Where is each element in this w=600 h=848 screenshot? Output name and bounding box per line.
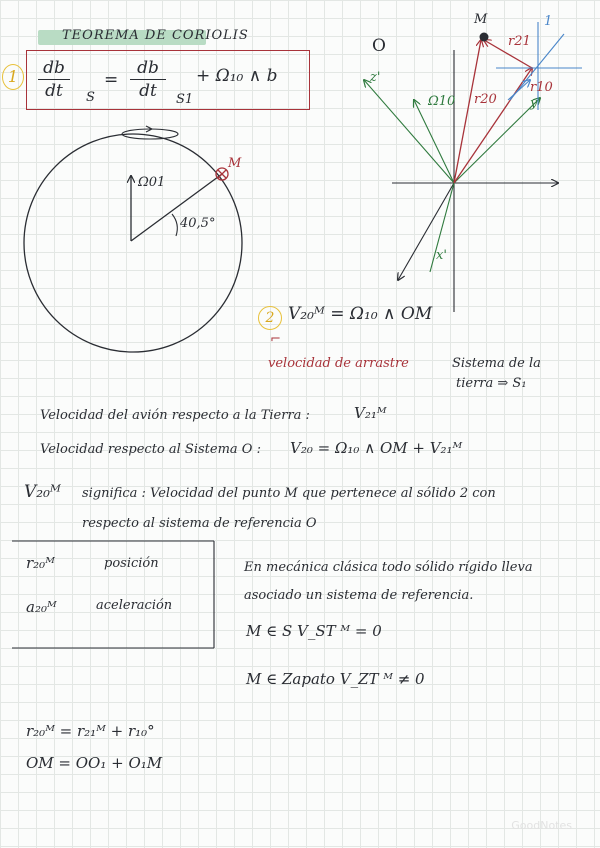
line2-expr: V₂₀ = Ω₁₀ ∧ OM + V₂₁ᴹ	[290, 439, 463, 457]
significa-line1: significa : Velocidad del punto M que pertenece al sólido 2 con	[82, 486, 496, 501]
z-axis-down	[398, 183, 454, 280]
r20-vector	[454, 40, 481, 183]
vector-diagram	[364, 22, 582, 312]
rhs-denominator: dt	[139, 81, 157, 101]
r10-label: r10	[530, 80, 553, 95]
point-m-cross	[218, 170, 226, 178]
bottom-eq1: r₂₀ᴹ = r₂₁ᴹ + r₁₀°	[26, 722, 155, 740]
sistema-line1: Sistema de la	[452, 356, 541, 371]
eq1-equals: =	[104, 70, 119, 90]
r21-label: r21	[508, 34, 531, 49]
earth-diagram	[24, 126, 242, 352]
x-prime-label: x'	[436, 248, 447, 263]
rhs-numerator: db	[137, 58, 159, 78]
line1-text: Velocidad del avión respecto a la Tierra :	[40, 408, 310, 423]
eq2-expression: V₂₀ᴹ = Ω₁₀ ∧ OM	[288, 304, 433, 324]
angle-arc	[172, 214, 177, 236]
earth-point-m-label: M	[228, 156, 242, 171]
arrastre-marker: ⌐	[270, 332, 281, 347]
rhs-subscript: S1	[176, 92, 194, 107]
position-label: posición	[104, 556, 159, 571]
lhs-numerator: db	[43, 58, 65, 78]
acceleration-label: aceleración	[96, 598, 173, 613]
arrastre-label: velocidad de arrastre	[268, 356, 409, 371]
vector-point-m-label: M	[474, 12, 488, 27]
z-prime-label: z'	[370, 70, 381, 85]
mecanica-line2: asociado un sistema de referencia.	[244, 588, 474, 603]
y-prime-axis	[454, 98, 540, 183]
mecanica-eq2: M ∈ Zapato V_ZT ᴹ ≠ 0	[246, 670, 425, 688]
r20-label: r20	[474, 92, 497, 107]
y-prime-label: y'	[530, 96, 541, 111]
bottom-eq2: OM = OO₁ + O₁M	[26, 754, 163, 772]
page-title: TEOREMA DE CORIOLIS	[62, 28, 249, 43]
point-m-dot	[480, 33, 489, 42]
lhs-subscript: S	[86, 90, 95, 105]
mecanica-eq1: M ∈ S V_ST ᴹ = 0	[246, 622, 382, 640]
watermark: GoodNotes	[511, 819, 572, 832]
lhs-denominator: dt	[45, 81, 63, 101]
origin-o-label: O	[372, 36, 386, 56]
angle-label: 40,5°	[180, 216, 216, 231]
rhs-cross-term: + Ω₁₀ ∧ b	[196, 66, 278, 86]
mecanica-line1: En mecánica clásica todo sólido rígido lleva	[244, 560, 533, 575]
v20-symbol: V₂₀ᴹ	[24, 482, 61, 502]
omega10-vector	[414, 100, 454, 183]
significa-line2: respecto al sistema de referencia O	[82, 516, 317, 531]
o1-small-vector	[508, 80, 530, 100]
omega10-label: Ω10	[428, 94, 456, 109]
acceleration-symbol: a₂₀ᴹ	[26, 598, 57, 616]
eq2-number: 2	[258, 306, 282, 330]
sistema-line2: tierra ⇒ S₁	[456, 376, 527, 391]
eq1-number: 1	[2, 64, 24, 90]
line1-expr: V₂₁ᴹ	[354, 404, 387, 422]
omega01-label: Ω01	[138, 175, 166, 190]
line2-text: Velocidad respecto al Sistema O :	[40, 442, 261, 457]
r10-vector	[454, 68, 532, 183]
axis-one-label: 1	[544, 14, 553, 29]
earth-circle	[24, 134, 242, 352]
position-symbol: r₂₀ᴹ	[26, 554, 55, 572]
